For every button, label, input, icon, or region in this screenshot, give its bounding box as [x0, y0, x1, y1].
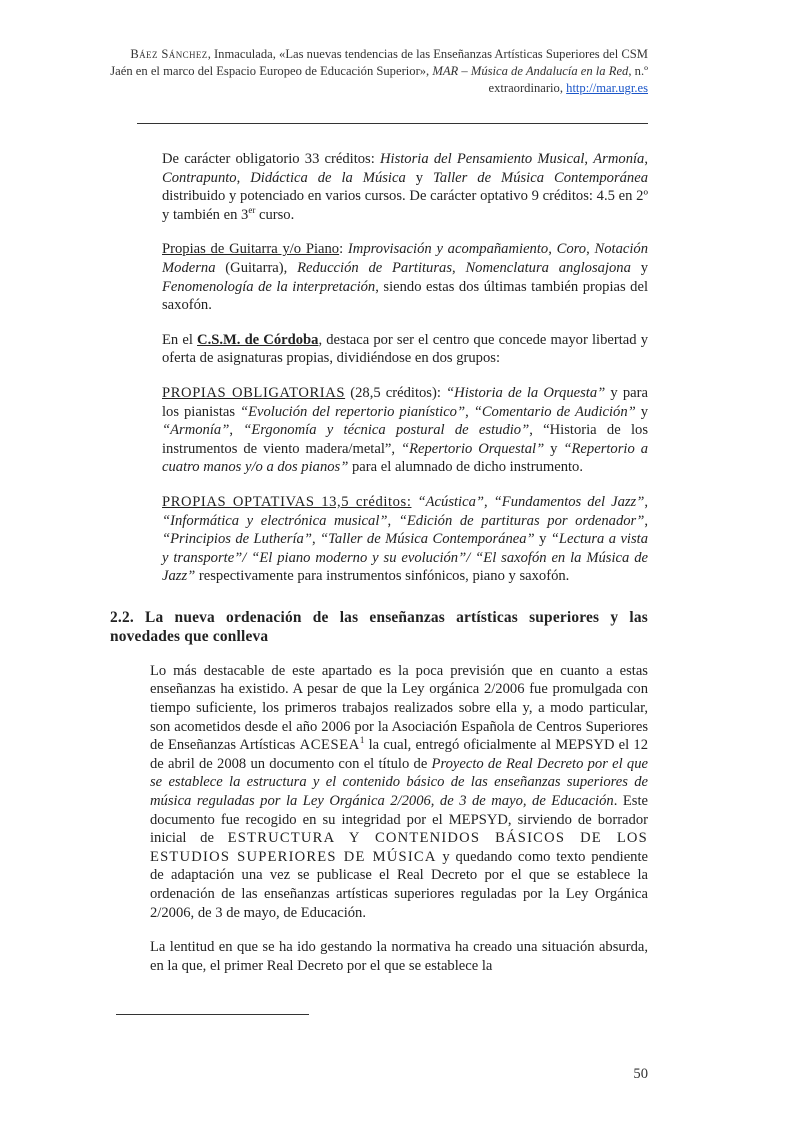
subject-title: “Lectura a vista y transporte”/ “El piano moderno y su evolución”/ “El saxofón en la Música de Jazz”: [162, 531, 649, 585]
document-title: Proyecto de Real Decreto por el que se establece la estructura y el contenido básico de las enseñanzas superiores de música reguladas por la Ley Orgánica 2/2006, de 3 de mayo, de Educación: [150, 755, 648, 810]
subject-title: Notación Moderna: [162, 241, 648, 276]
subject-title: “Historia de la Orquesta”: [446, 384, 606, 401]
paragraph-guitarra-piano: [162, 240, 648, 314]
text: y: [534, 531, 551, 548]
subject-title: Historia del Pensamiento Musical: [379, 151, 585, 167]
subject-title: “Repertorio a cuatro manos y/o a dos pianos”: [162, 440, 648, 476]
superscript: er: [248, 204, 256, 215]
main-text: [110, 150, 648, 975]
text: . Este documento fue recogido en su integridad por el MEPSYD, sirviendo de borrador inicial de: [150, 793, 648, 847]
paragraph-obligatorio: [162, 150, 648, 224]
subject-title: “Comentario de Audición”: [473, 403, 636, 420]
text: Lo más destacable de este apartado es la poca previsión que en cuanto a estas enseñanzas ha existido. A pesar de que la Ley orgánica 2/2006 fue promulgada con tiempo suficiente, los primeros trabajos realizados sobre ella y, a modo particular, son acometidos desde el año 2006 por la Asociación Española de Centros Superiores de Enseñanzas Artísticas: [150, 662, 648, 754]
text: ,: [387, 512, 399, 529]
text: y: [630, 259, 648, 276]
text: distribuido y potenciado en varios cursos. De carácter optativo 9 créditos: 4.5 en 2º y también en 3: [162, 188, 648, 223]
header-issue: , n.º extraordinario,: [488, 64, 648, 95]
subject-title: Improvisación y acompañamiento: [347, 241, 549, 258]
subject-title: “Evolución del repertorio pianístico”: [240, 403, 466, 420]
subject-title: Armonía: [593, 151, 645, 167]
header-author: Báez Sánchez: [130, 47, 208, 61]
document-title-caps: ESTRUCTURA Y CONTENIDOS BÁSICOS DE LOS ESTUDIOS SUPERIORES DE MÚSICA: [150, 830, 648, 865]
text: y quedando como texto pendiente de adaptación una vez se publicase el Real Decreto por el que se establece la ordenación de las enseñanzas artísticas superiores reguladas por la Ley Orgánica 2/2006, de 3 de mayo, de Educación.: [150, 848, 648, 921]
subject-title: “Taller de Música Contemporánea”: [320, 531, 535, 548]
header-citation: , Inmaculada, «Las nuevas tendencias de las Enseñanzas Artísticas Superiores del CSM Jaén en el marco del Espacio Europeo de Educación Superior»,: [110, 47, 648, 78]
text: y: [544, 440, 564, 457]
underlined-label: PROPIAS OBLIGATORIAS: [162, 384, 346, 401]
text: ,: [229, 422, 244, 439]
text: , destaca por ser el centro que concede mayor libertad y oferta de asignaturas propias, dividiéndose en dos grupos:: [162, 331, 649, 367]
subject-title: “Ergonomía y técnica postural de estudio”: [243, 422, 530, 439]
subject-title: Reducción de Partituras: [297, 259, 453, 276]
text: ,: [484, 493, 494, 510]
text: ,: [236, 169, 251, 186]
text: la cual, entregó oficialmente al MEPSYD el 12 de abril de 2008 un documento con el título de: [150, 737, 649, 772]
subject-title: “Fundamentos del Jazz”: [493, 493, 645, 510]
text: ,: [452, 259, 466, 276]
subject-title: Contrapunto: [162, 169, 237, 186]
paragraph-cordoba: [162, 331, 648, 368]
paragraph-ordenacion: [150, 662, 648, 922]
header-journal: MAR – Música de Andalucía en la Red: [432, 64, 629, 78]
subject-title: Nomenclatura anglosajona: [465, 259, 631, 276]
text: y: [635, 403, 649, 420]
header-rule: [137, 123, 648, 124]
text: y: [405, 169, 433, 186]
text: ,: [584, 151, 594, 167]
subject-title: Coro: [556, 241, 587, 258]
acronym: ACESEA: [299, 737, 360, 754]
header-url-link[interactable]: http://mar.ugr.es: [566, 81, 648, 95]
text: ,: [311, 531, 321, 548]
subject-title: Didáctica de la Música: [250, 169, 406, 186]
subject-title: “Repertorio Orquestal”: [400, 440, 545, 457]
subject-title: “Edición de partituras por ordenador”: [398, 512, 645, 529]
paragraph-propias-optativas: [162, 493, 648, 586]
subject-title: Fenomenología de la interpretación: [162, 278, 376, 295]
subject-title: “Informática y electrónica musical”: [162, 512, 388, 529]
institution-name: C.S.M. de Córdoba: [197, 331, 319, 348]
footnote-marker[interactable]: 1: [359, 735, 365, 746]
text: De carácter obligatorio 33 créditos:: [162, 151, 380, 167]
paragraph-lentitud: [150, 938, 648, 975]
text: curso.: [255, 206, 295, 223]
text: ,: [465, 403, 474, 420]
text: ,: [644, 493, 649, 510]
paragraph-propias-obligatorias: [162, 384, 648, 477]
text: respectivamente para instrumentos sinfónicos, piano y saxofón.: [195, 568, 570, 585]
footnote-rule: [116, 1014, 309, 1015]
text: En el: [162, 331, 198, 348]
running-header: [110, 46, 648, 97]
underlined-label: Propias de Guitarra y/o Piano: [162, 241, 340, 258]
text: , “Historia de los instrumentos de viento madera/metal”,: [162, 422, 649, 457]
text: para el alumnado de dicho instrumento.: [348, 459, 584, 476]
text: ,: [586, 241, 595, 258]
text: (Guitarra),: [215, 259, 298, 276]
subject-title: Taller de Música Contemporánea: [433, 169, 649, 186]
text: (28,5 créditos):: [345, 384, 447, 401]
section-heading: 2.2. La nueva ordenación de las enseñanzas artísticas superiores y las novedades que conlleva: [110, 608, 648, 645]
text: La lentitud en que se ha ido gestando la normativa ha creado una situación absurda, en la que, el primer Real Decreto por el que se establece la: [150, 939, 648, 974]
subject-title: “Armonía”: [162, 422, 230, 439]
page-number: 50: [633, 1066, 648, 1082]
subject-title: “Principios de Luthería”: [162, 531, 312, 548]
text: , siendo estas dos últimas también propias del saxofón.: [162, 278, 649, 314]
text: y para los pianistas: [162, 384, 648, 420]
text: ,: [644, 151, 648, 167]
underlined-label: PROPIAS OPTATIVAS 13,5 créditos:: [162, 493, 412, 510]
text: ,: [644, 512, 649, 529]
text: ,: [548, 241, 557, 258]
subject-title: “Acústica”: [417, 493, 484, 510]
text: :: [339, 241, 348, 258]
